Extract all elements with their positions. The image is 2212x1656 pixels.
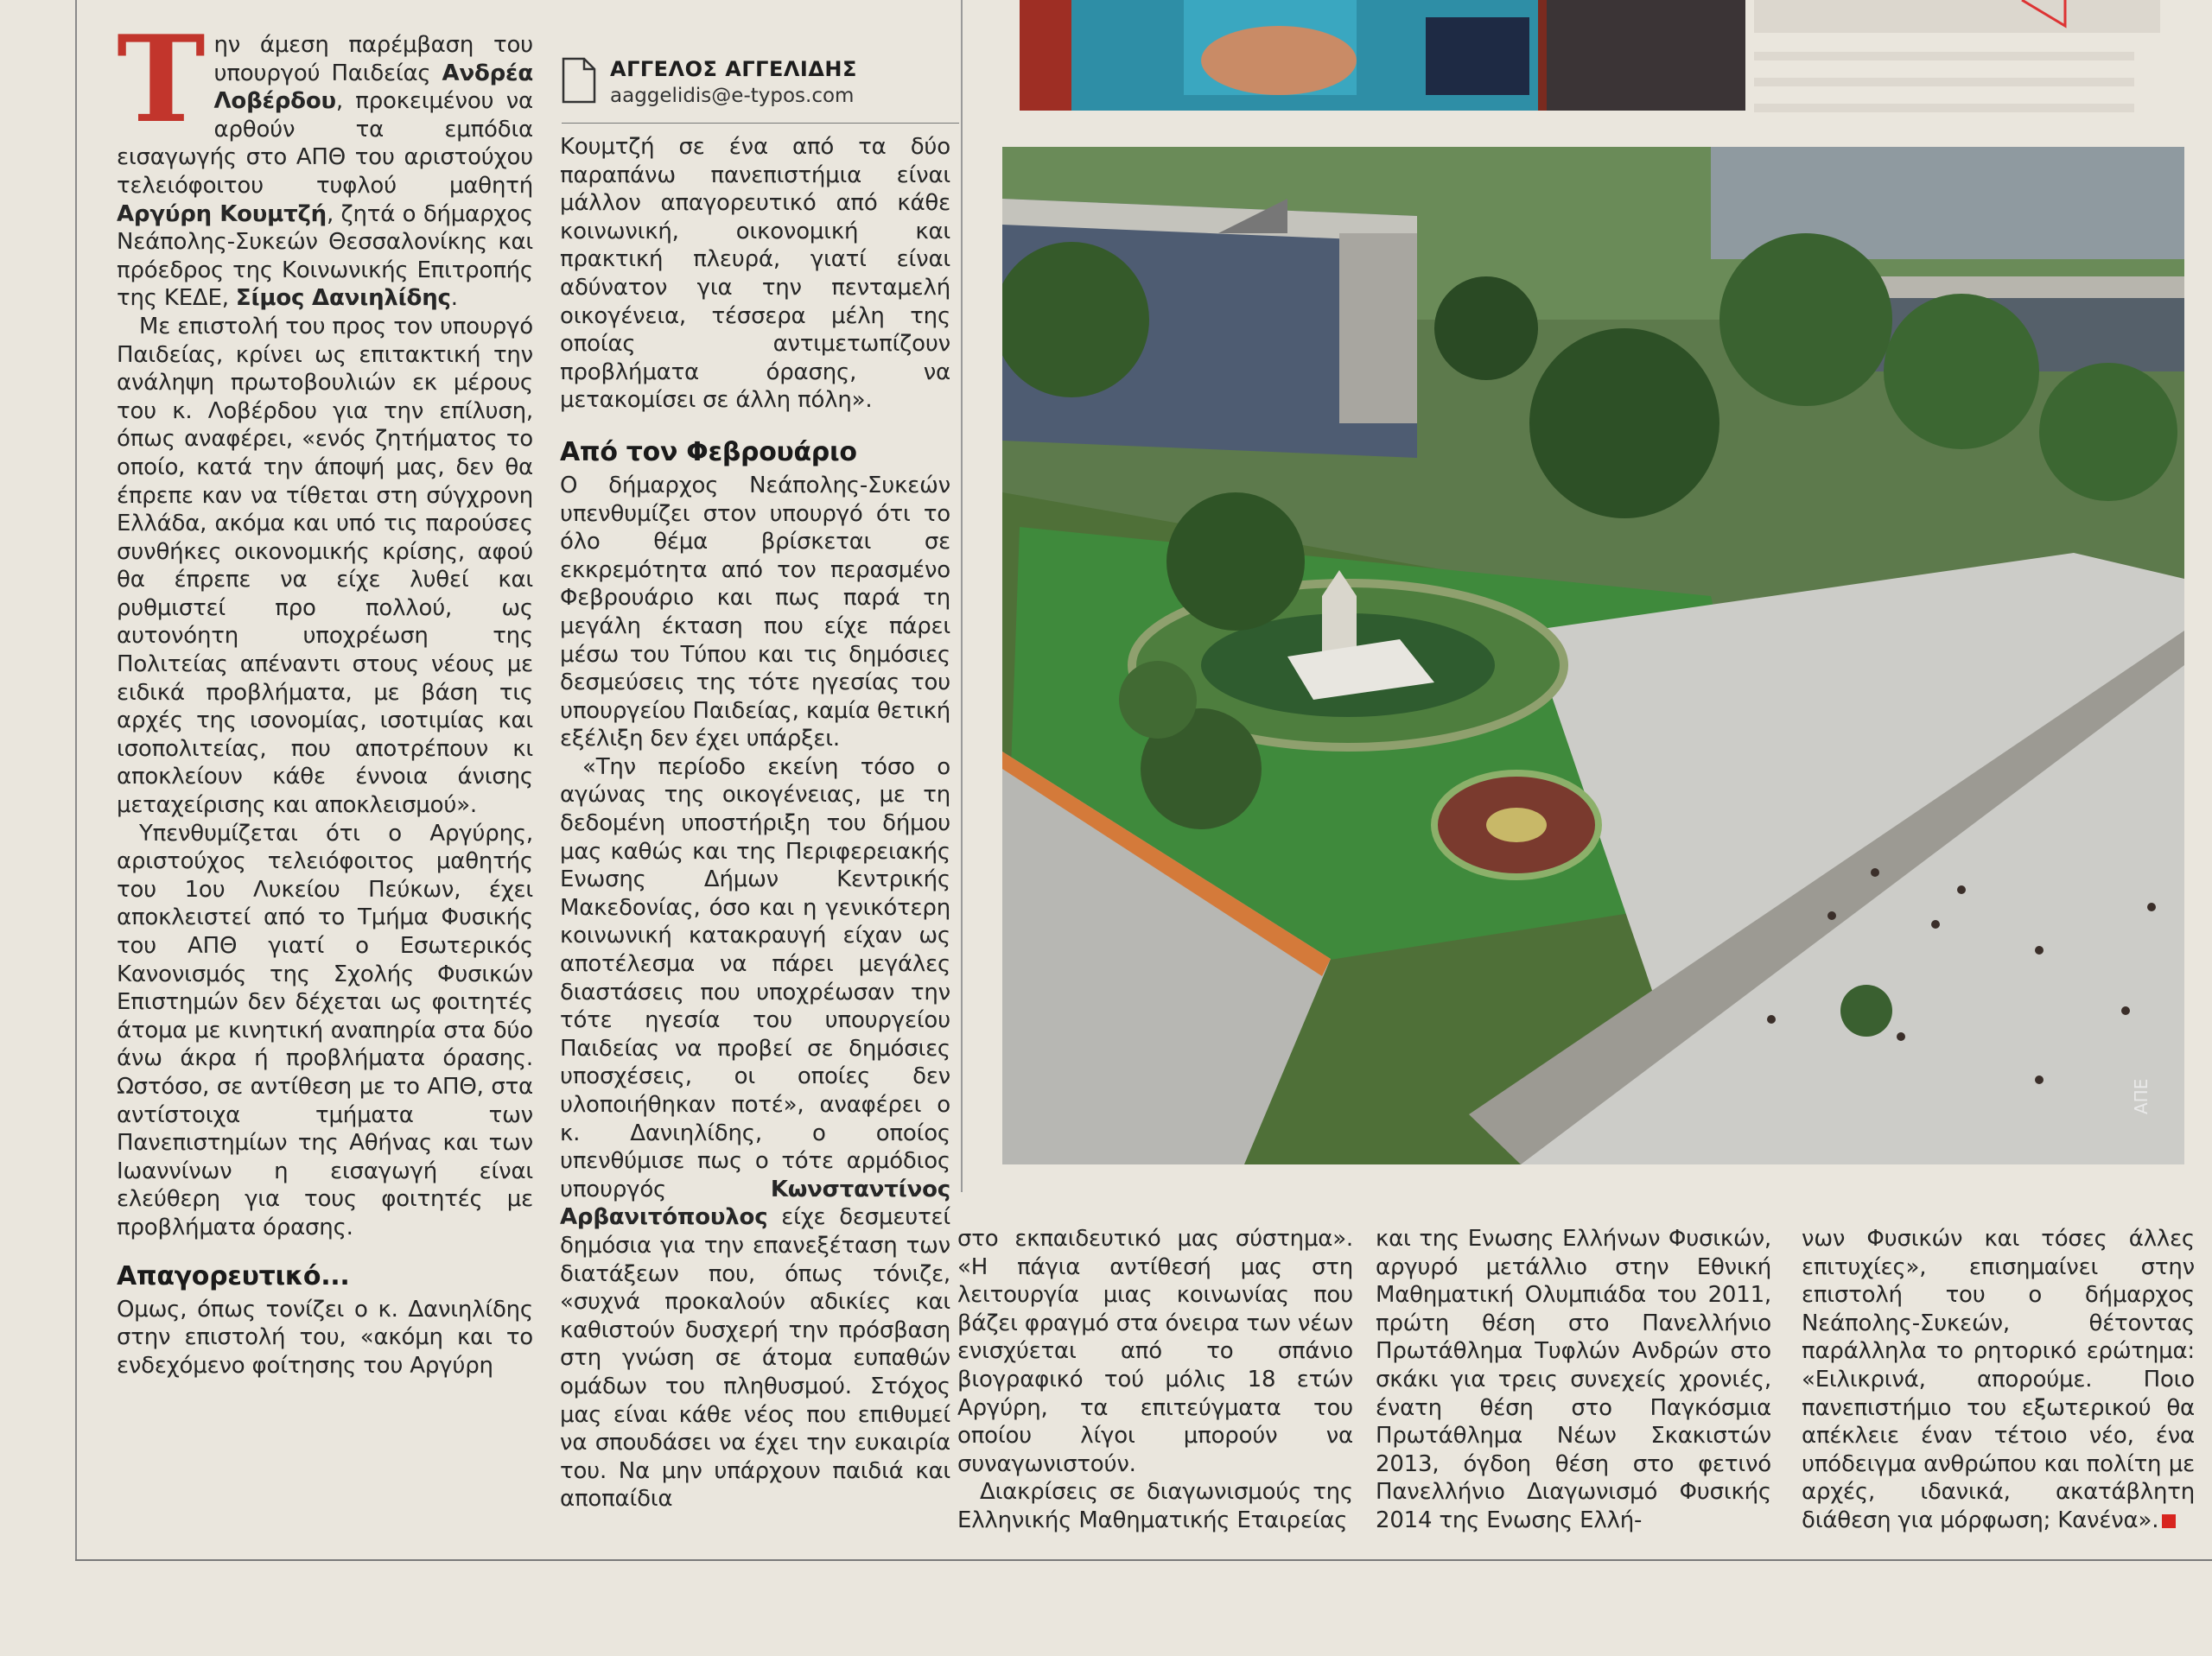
article-column-3 bbox=[957, 1225, 1353, 1535]
author-name: ΑΓΓΕΛΟΣ ΑΓΓΕΛΙΔΗΣ bbox=[610, 57, 857, 81]
paragraph: Κουμτζή σε ένα από τα δύο παραπάνω πανεπιστήμια είναι μάλλον απαγορευτικό από κάθε κοινωνική, οικονομική και πρακτική πλευρά, γιατί είναι αδύνατον για την πενταμελή οικογένεια, τέσσερα μέλη της οποίας αντιμετωπίζουν προβλήματα όρασης, να μετακομίσει σε άλλη πόλη». bbox=[560, 134, 950, 414]
paragraph: νων Φυσικών και τόσες άλλες επιτυχίες», επισημαίνει στην επιστολή του ο δήμαρχος Νεάπολης-Συκεών, θέτοντας παράλληλα το ρητορικό ερώτημα: «Ειλικρινά, απορούμε. Ποιο πανεπιστήμιο του εξωτερικού θα απέκλειε έναν τέτοιο νέο, ένα υπόδειγμα ανθρώπου και πολίτη με αρχές, ιδανικά, ακατάβλητη διάθεση για μόρφωση; Κανένα». bbox=[1802, 1226, 2195, 1533]
photo-credit: ΑΠΕ bbox=[2131, 1078, 2152, 1114]
top-photo bbox=[1020, 0, 1745, 111]
page-margin-rule bbox=[75, 0, 77, 1559]
paragraph: «Την περίοδο εκείνη τόσο ο αγώνας της οικογένειας, με τη δεδομένη υποστήριξη του δήμου μας καθώς και της Περιφερειακής Ενωσης Δήμων Κεντρικής Μακεδονίας, όσο και η γενικότερη κοινωνική κατακραυγή είχαν ως αποτέλεσμα να πάρει μεγάλες διαστάσεις που υποχρέωσαν την τότε ηγεσία του υπουργείου Παιδείας να προβεί σε δημόσιες υποσχέσεις, οι οποίες δεν υλοποιήθηκαν ποτέ», αναφέρει ο κ. Δανιηλίδης, ο οποίος υπενθύμισε πως ο τότε αρμόδιος υπουργός Κωνσταντίνος Αρβανιτόπουλος είχε δεσμευτεί δημόσια για την επανεξέταση των διατάξεων που, όπως τόνιζε, «συχνά προκαλούν αδικίες και καθιστούν δυσχερή την πρόσβαση στη γνώση σε άτομα ευπαθών ομάδων του πληθυσμού. Στόχος μας είναι κάθε νέος που επιθυμεί να σπουδάσει να έχει την ευκαιρία του. Να μην υπάρχουν παιδιά και αποπαίδια bbox=[560, 753, 950, 1513]
paragraph: Υπενθυμίζεται ότι ο Αργύρης, αριστούχος τελειόφοιτος μαθητής του 1ου Λυκείου Πεύκων, έχει αποκλειστεί από το Τμήμα Φυσικής του ΑΠΘ γιατί ο Εσωτερικός Κανονισμός της Σχολής Φυσικών Επιστημών δεν δέχεται ως φοιτητές άτομα με κινητική αναπηρία στα δύο άνω άκρα ή προβλήματα όρασης. Ωστόσο, σε αντίθεση με το ΑΠΘ, στα αντίστοιχα τμήματα των Πανεπιστημίων της Αθήνας και των Ιωαννίνων η εισαγωγή είναι ελεύθερη για τους φοιτητές με προβλήματα όρασης. bbox=[117, 820, 533, 1240]
paragraph: Ομως, όπως τονίζει ο κ. Δανιηλίδης στην επιστολή του, «ακόμη και το ενδεχόμενο φοίτησης του Αργύρη bbox=[117, 1296, 533, 1379]
lead-paragraph: Τ ην άμεση παρέμβαση του υπουργού Παιδείας Ανδρέα Λοβέρδου, προκειμένου να αρθούν τα εμπόδια εισαγωγής στο ΑΠΘ του αριστούχου τελειόφοιτου τυφλού μαθητή Αργύρη Κουμτζή, ζητά ο δήμαρχος Νεάπολης-Συκεών Θεσσαλονίκης και πρόεδρος της Κοινωνικής Επιτροπής της ΚΕΔΕ, Σίμος Δανιηλίδης. bbox=[117, 9, 533, 312]
paragraph: Ο δήμαρχος Νεάπολης-Συκεών υπενθυμίζει στον υπουργό ότι το όλο θέμα βρίσκεται σε εκκρεμότητα από τον περασμένο Φεβρουάριο και πως παρά τη μεγάλη έκταση που είχε πάρει μέσω του Τύπου και τις δημόσιες δεσμεύσεις της τότε ηγεσίας του υπουργείου Παιδείας, καμία θετική εξέλιξη δεν έχει υπάρξει. bbox=[560, 472, 950, 752]
article-column-2 bbox=[560, 133, 950, 1513]
adjacent-article-fragment bbox=[1754, 0, 2186, 147]
end-of-article-mark bbox=[2162, 1514, 2176, 1528]
subheading: Από τον Φεβρουάριο bbox=[560, 436, 857, 467]
paragraph: στο εκπαιδευτικό μας σύστημα». «Η πάγια αντίθεσή μας στη λειτουργία μιας κοινωνίας που βάζει φραγμό στα όνειρα των νέων ενισχύεται από το σπάνιο βιογραφικό τού μόλις 18 ετών Αργύρη, τα επιτεύγματα του οποίου λίγοι μπορούν να συναγωνιστούν. bbox=[957, 1226, 1353, 1477]
document-icon bbox=[562, 57, 596, 104]
paragraph: Διακρίσεις σε διαγωνισμούς της Ελληνικής Μαθηματικής Εταιρείας bbox=[957, 1479, 1353, 1533]
article-column-4 bbox=[1376, 1225, 1771, 1535]
author-email: aaggelidis@e-typos.com bbox=[610, 85, 855, 107]
paragraph: και της Ενωσης Ελλήνων Φυσικών, αργυρό μετάλλιο στην Εθνική Μαθηματική Ολυμπιάδα του 2011, πρώτη θέση στο Πανελλήνιο Πρωτάθλημα Τυφλών Ανδρών στο σκάκι για τρεις συνεχείς χρονιές, ένατη θέση στο Παγκόσμια Πρωτάθλημα Νέων Σκακιστών 2013, όγδοη θέση στο φετινό Πανελλήνιο Διαγωνισμό Φυσικής 2014 της Ενωσης Ελλή- bbox=[1376, 1226, 1771, 1533]
drop-cap: Τ bbox=[117, 9, 206, 149]
article-column-1 bbox=[117, 9, 533, 1380]
paragraph: Με επιστολή του προς τον υπουργό Παιδείας, κρίνει ως επιτακτική την ανάληψη πρωτοβουλιών εκ μέρους του κ. Λοβέρδου για την επίλυση, όπως αναφέρει, «ενός ζητήματος το οποίο, κατά την άποψή μας, δεν θα έπρεπε καν να τίθεται στη σύγχρονη Ελλάδα, ακόμα και υπό τις παρούσες συνθήκες οικονομικής κρίσης, αφού θα έπρεπε να είχε λυθεί και ρυθμιστεί προ πολλού, ως αυτονόητη υποχρέωση της Πολιτείας απέναντι στους νέους με ειδικά προβλήματα, με βάση τις αρχές της ισονομίας, ισοτιμίας και ισοπολιτείας, που αποτρέπουν κι αποκλείουν κάθε έννοια άνισης μεταχείρισης και αποκλεισμού». bbox=[117, 313, 533, 819]
page-bottom-rule bbox=[75, 1559, 2212, 1561]
campus-aerial-photo bbox=[1002, 147, 2184, 1164]
column-divider-rule bbox=[961, 0, 963, 1192]
byline bbox=[562, 52, 959, 121]
subheading: Απαγορευτικό... bbox=[117, 1260, 350, 1291]
byline-rule bbox=[562, 123, 959, 124]
article-column-5 bbox=[1802, 1225, 2195, 1535]
